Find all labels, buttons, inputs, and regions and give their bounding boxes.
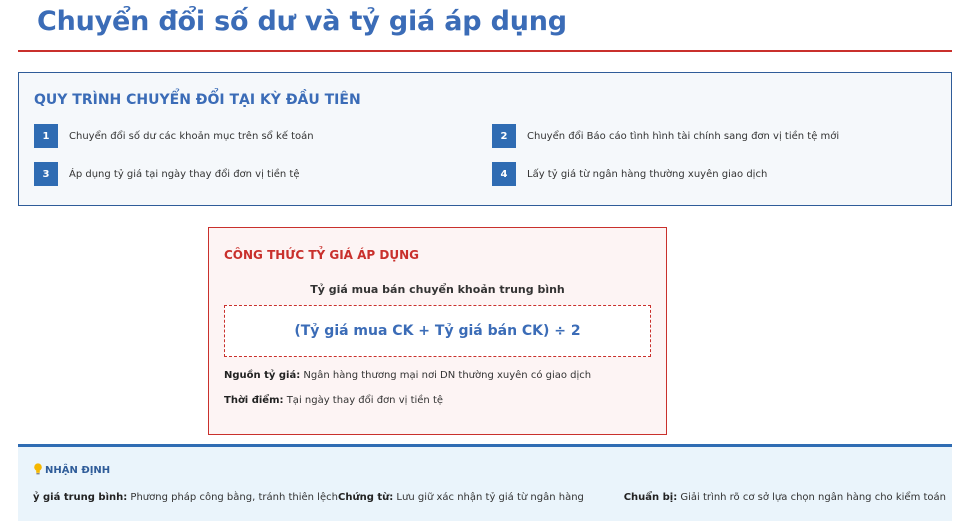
formula-equation: (Tỷ giá mua CK + Tỷ giá bán CK) ÷ 2 bbox=[224, 305, 651, 357]
insight-item-2 bbox=[338, 492, 584, 503]
insight-label: Chứng từ: bbox=[338, 492, 394, 503]
process-step-4 bbox=[492, 162, 767, 186]
process-step-1 bbox=[34, 124, 314, 148]
insight-title-text: NHẬN ĐỊNH bbox=[45, 465, 111, 476]
rate-time-note bbox=[224, 395, 443, 406]
lightbulb-icon bbox=[33, 463, 43, 478]
rate-source-note bbox=[224, 370, 591, 381]
insight-value: Phương pháp công bằng, tránh thiên lệch bbox=[130, 492, 338, 503]
page-title: Chuyển đổi số dư và tỷ giá áp dụng bbox=[37, 6, 567, 37]
formula-panel bbox=[208, 227, 667, 435]
process-step-2 bbox=[492, 124, 839, 148]
step-text: Áp dụng tỷ giá tại ngày thay đổi đơn vị tiền tệ bbox=[69, 168, 300, 180]
step-number-badge: 2 bbox=[492, 124, 516, 148]
rate-time-label: Thời điểm: bbox=[224, 395, 284, 406]
insight-value: Giải trình rõ cơ sở lựa chọn ngân hàng cho kiểm toán bbox=[680, 492, 946, 503]
step-number-badge: 3 bbox=[34, 162, 58, 186]
formula-title: CÔNG THỨC TỶ GIÁ ÁP DỤNG bbox=[224, 248, 420, 262]
insight-item-1 bbox=[33, 492, 338, 503]
rate-source-value: Ngân hàng thương mại nơi DN thường xuyên có giao dịch bbox=[303, 370, 592, 381]
insight-label: ỷ giá trung bình: bbox=[33, 492, 128, 503]
rate-source-label: Nguồn tỷ giá: bbox=[224, 370, 301, 381]
step-text: Chuyển đổi số dư các khoản mục trên sổ kế toán bbox=[69, 130, 314, 142]
process-step-3 bbox=[34, 162, 300, 186]
process-panel bbox=[18, 72, 952, 206]
insight-title bbox=[33, 463, 110, 478]
step-number-badge: 1 bbox=[34, 124, 58, 148]
step-text: Lấy tỷ giá từ ngân hàng thường xuyên giao dịch bbox=[527, 168, 768, 180]
process-title: QUY TRÌNH CHUYỂN ĐỔI TẠI KỲ ĐẦU TIÊN bbox=[34, 92, 361, 108]
rate-time-value: Tại ngày thay đổi đơn vị tiền tệ bbox=[286, 395, 444, 406]
insight-label: Chuẩn bị: bbox=[623, 492, 678, 503]
insight-value: Lưu giữ xác nhận tỷ giá từ ngân hàng bbox=[396, 492, 584, 503]
insight-panel bbox=[18, 444, 952, 521]
title-divider bbox=[18, 50, 952, 52]
step-text: Chuyển đổi Báo cáo tình hình tài chính sang đơn vị tiền tệ mới bbox=[527, 130, 840, 142]
insight-item-3 bbox=[624, 492, 946, 503]
formula-caption: Tỷ giá mua bán chuyển khoản trung bình bbox=[310, 283, 565, 296]
step-number-badge: 4 bbox=[492, 162, 516, 186]
